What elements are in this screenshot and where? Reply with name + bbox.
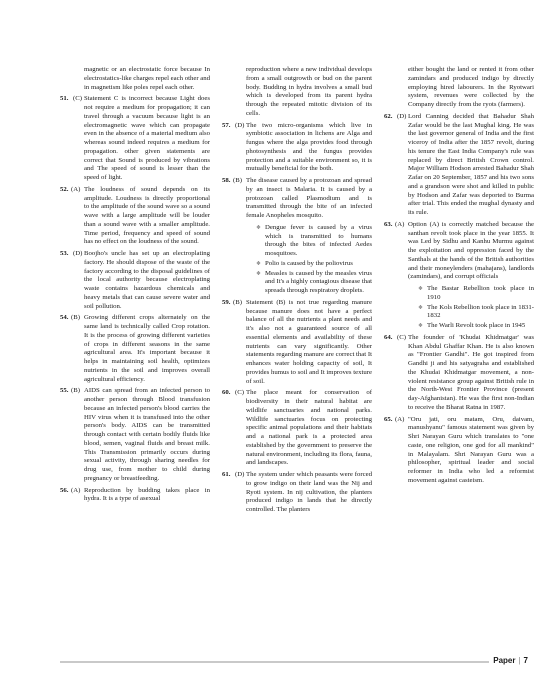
answer-item — [60, 387, 210, 483]
question-number: 54. — [60, 314, 69, 322]
explanation-text: The place meant for conservation of biodiversity in their natural habitat are wildlife sanctuaries and national parks. Wildlife sanctuaries focus on protecting specific animal populations and their habitats and a national park is a protected area established by the government to preserve the natural environment, including its flora, fauna, and landscapes. — [246, 389, 372, 467]
bullet-list — [256, 224, 372, 296]
footer-paper-label: Paper — [493, 656, 516, 665]
question-number: 60. — [222, 389, 231, 397]
explanation-text: The founder of 'Khudai Khidmatgar' was Khan Abdul Ghaffar Khan. He is also known as "Frontier Gandhi". He got inspired from Gandhi ji and his satyagraha and established the Khudai Khidmatgar movement, a non-violent resistance group against British rule in the North-West Frontier Province (present day-Afghanistan). He was the first non-Indian to receive the Bharat Ratna in 1987. — [408, 333, 534, 411]
explanation-text: Statement (B) is not true regarding manure because manure does not have a perfect balance of all the nutrients a plant needs and it's also not a guaranteed source of all essential elements and availability of these nutrients can vary significantly. Other statements regarding manure are correct that It enhances water holding capacity of soil, It provides humus to soil and It improves texture of soil. — [246, 298, 372, 385]
footer-rule — [60, 661, 494, 663]
continued-text: either bought the land or rented it from other zamindars and produced indigo by directly employing hired labourers. In the Ryotwari system, revenues were collected by the Company directly from the ryots (farmers). — [408, 66, 534, 108]
question-number: 63. — [384, 220, 393, 228]
answer-option: (B) — [233, 177, 242, 184]
explanation-text: The loudness of sound depends on its amplitude. Loudness is directly proportional to the amplitude of the sound wave so a sound wave with a large amplitude will be louder than a sound wave with a smaller amplitude. Time period, frequency and speed of sound has no effect on the loudness of the sound. — [84, 185, 210, 246]
continued-text: magnetic or an electrostatic force because In electrostatics-like charges repel each other and in magnetism like poles repel each other. — [84, 66, 210, 91]
answer-option: (D) — [235, 471, 245, 478]
explanation-text: Option (A) is correctly matched because the santhan revolt took place in the year 1855. It was Led by Sidhu and Kanhu Murmu against the exploitation and oppression faced by the Santhals at the hands of the British authorities and their moneylenders (mahajans), landlords (zamindars), and corrupt officials — [408, 220, 534, 281]
answer-item — [60, 487, 210, 505]
answer-explanations — [60, 66, 534, 636]
answer-item — [384, 416, 534, 486]
question-number: 62. — [384, 112, 393, 120]
answer-option: (B) — [233, 298, 242, 306]
bullet-list — [418, 285, 534, 331]
answer-option: (A) — [395, 220, 405, 228]
answer-option: (A) — [71, 486, 81, 494]
question-number: 59. — [222, 298, 231, 306]
explanation-text: The two micro-organisms which live in symbiotic association in lichens are Alga and fungus where the alga provides food through photosynthesis and the fungus provides protection and a suitable environment so, it is mutually beneficial for the both. — [246, 121, 372, 173]
explanation-text: Lord Canning decided that Bahadur Shah Zafar would be the last Mughal king. He was the last governor general of India and the first viceroy of India after the 1857 revolt, during his tenure the East India Company's rule was replaced by direct British Crown control. Major William Hodson arrested Bahadur Shah Zafar on 20 September, 1857 and his two sons and a grandson were shot and killed in public by Hodson and Zafar was deported to Burma after trial. This ended the mughal dynasty and its rule. — [408, 112, 534, 216]
answer-item — [222, 389, 372, 468]
answer-item — [60, 186, 210, 247]
question-number: 58. — [222, 177, 231, 184]
column-3 — [384, 66, 534, 489]
answer-item — [384, 113, 534, 218]
question-number: 51. — [60, 95, 69, 103]
answer-item — [384, 221, 534, 282]
answer-option: (D) — [73, 250, 83, 257]
question-number: 56. — [60, 486, 69, 494]
explanation-text: AIDS can spread from an infected person to another person through Blood transfusion because an infected person's blood carries the HIV virus when it is transfused into the other person's body. AIDS can be transmitted through contact with certain bodily fluids like blood, semen, vaginal fluids and breast milk. This Transmission primarily occurs during sexual activity, through sharing needles for drug use, from mother to child during pregnancy or breastfeeding. — [84, 387, 210, 482]
explanation-text: Statement C is incorrect because Light does not require a medium for propagation; it can travel through a vacuum because light is an electromagnetic wave which can propagate even in the absence of a material medium also whereas sound indeed requires a medium for propagation. other given statements are correct that Sound is produced by vibrations and The speed of sound is lesser than the speed of light. — [84, 95, 210, 181]
explanation-text: Growing different crops alternately on the same land is technically called Crop rotation. It is the process of growing different varieties of crops in different seasons in the same agricultural area. It's important because it helps in maintaining soil health, optimizes nutrients in the soil and improves overall agricultural efficiency. — [84, 314, 210, 383]
answer-item — [60, 95, 210, 183]
question-number: 61. — [222, 471, 231, 478]
answer-option: (B) — [71, 387, 80, 395]
explanation-text: Reproduction by budding takes place in hydra. It is a type of asexual — [84, 486, 210, 503]
page-footer — [60, 654, 534, 668]
bullet-item: ❖ The Warli Revolt took place in 1945 — [418, 322, 534, 331]
question-number: 53. — [60, 250, 69, 257]
answer-item — [60, 314, 210, 384]
answer-option: (C) — [235, 389, 244, 397]
explanation-text: The system under which peasants were forced to grow indigo on their land was the Nij and Ryoti system. In nij cultivation, the planters produced indigo in lands that he directly controlled. The planters — [246, 471, 372, 513]
footer-page-label — [489, 656, 528, 665]
question-number: 65. — [384, 415, 393, 423]
question-number: 57. — [222, 121, 231, 129]
answer-option: (B) — [71, 314, 80, 322]
answer-item — [222, 471, 372, 515]
bullet-item: ❖ The Kols Rebellion took place in 1831-1832 — [418, 304, 534, 322]
answer-item — [222, 122, 372, 175]
continued-text: reproduction where a new individual develops from a small outgrowth or bud on the parent body. Budding in hydra involves a small bud which is developed from its parent hydra through the repeated mitotic division of its cells. — [246, 66, 372, 117]
explanation-text: "Oru jati, oru matam, Oru, daivam, manushyanu" famous statement was given by Shri Narayan Guru which translates to "one caste, one religion, one god for all mankind" in Malayalam. Shri Narayan Guru was a philosopher, spiritual leader and social reformer in India who led a reformist movement against casteism. — [408, 415, 534, 484]
bullet-item: ❖ Measles is caused by the measles virus and It's a highly contagious disease that spreads through respiratory droplets. — [256, 270, 372, 296]
bullet-item: ❖ Polio is caused by the poliovirus — [256, 260, 372, 269]
answer-option: (D) — [235, 121, 245, 129]
column-2 — [222, 66, 372, 518]
answer-item — [60, 250, 210, 311]
answer-option: (A) — [395, 415, 405, 423]
answer-item — [222, 177, 372, 221]
answer-option: (C) — [73, 95, 82, 103]
question-number: 52. — [60, 185, 69, 193]
answer-option: (D) — [397, 112, 407, 120]
answer-item — [222, 299, 372, 387]
answer-option: (A) — [71, 185, 81, 193]
answer-option: (C) — [397, 333, 406, 341]
bullet-item: ❖ The Bastar Rebellion took place in 1910 — [418, 285, 534, 303]
column-1 — [60, 66, 210, 507]
page-number: 7 — [523, 656, 528, 665]
question-number: 55. — [60, 387, 69, 395]
explanation-text: Boojho's uncle has set up an electroplating factory. He should dispose of the waste of the factory according to the disposal guidelines of the local authority because electroplating waste contains hazardous chemicals and heavy metals that can cause severe water and soil pollution. — [84, 250, 210, 310]
footer-separator: | — [518, 656, 521, 665]
answer-item — [384, 334, 534, 413]
bullet-item: ❖ Dengue fever is caused by a virus which is transmitted to humans through the bites of infected Aedes mosquitoes. — [256, 224, 372, 259]
explanation-text: The disease caused by a protozoan and spread by an insect is Malaria. It is caused by a protozoan called Plasmodium and is transmitted through the bite of an infected female Anopheles mosquito. — [246, 177, 372, 219]
question-number: 64. — [384, 333, 393, 341]
